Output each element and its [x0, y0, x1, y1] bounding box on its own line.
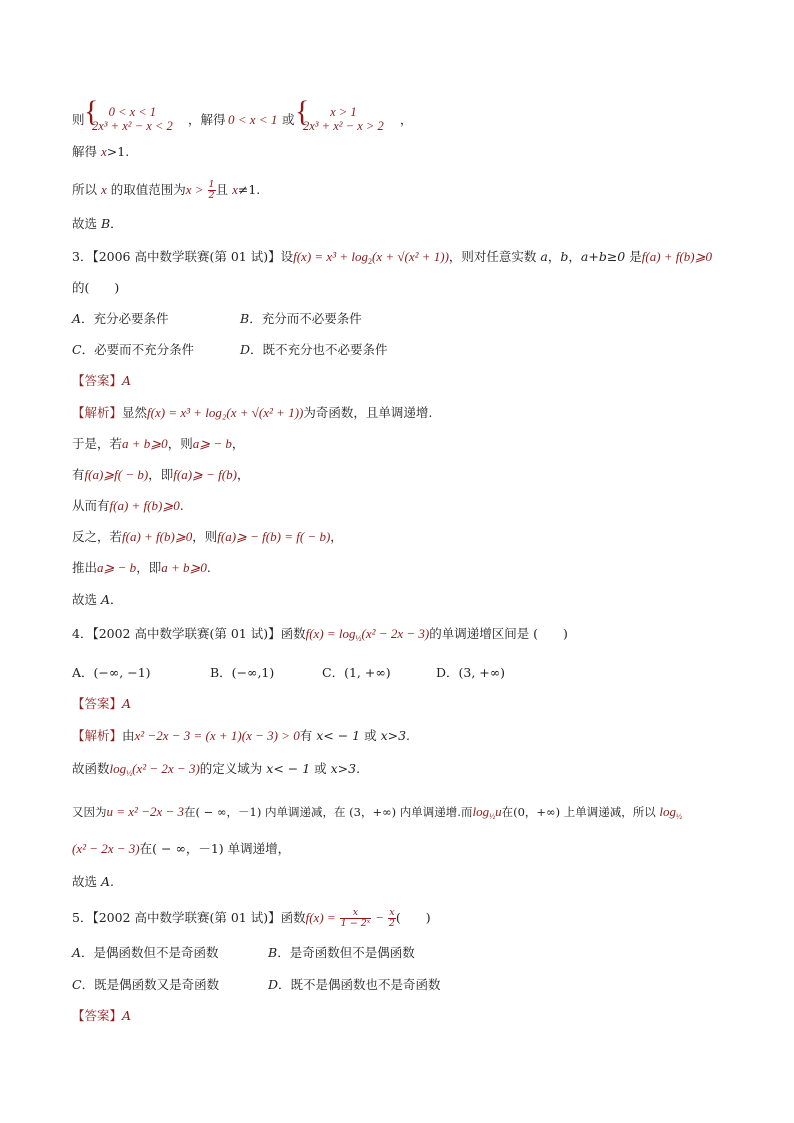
math-sub: ½ [676, 812, 683, 821]
text: 有 [299, 728, 317, 743]
math: log [659, 804, 677, 819]
analysis-line [72, 466, 249, 484]
math: log [109, 761, 127, 776]
text: 且 [215, 182, 233, 197]
option-row [72, 310, 362, 328]
text: 由 [122, 728, 135, 743]
text: 故选 [72, 216, 101, 231]
math: (x² − 2x − 3) [132, 761, 200, 776]
system-1-bottom: 2x³ + x² − x < 2 [92, 119, 173, 133]
answer-value: A [122, 696, 132, 711]
text: ， [547, 249, 561, 264]
text: 5．【2002 高中数学联赛(第 01 试)】函数 [72, 910, 306, 925]
text: 解得 [72, 144, 101, 159]
math: a + b⩾0 [161, 560, 207, 575]
math: 0 < x < 1 [228, 112, 278, 127]
analysis-line [72, 435, 244, 453]
text: ， [236, 467, 250, 482]
math: x² −2x − 3 = (x + 1)(x − 3) > 0 [134, 728, 300, 743]
option-row [72, 341, 388, 359]
option-d-wrap [268, 976, 441, 994]
option-b: ．充分而不必要条件 [249, 311, 362, 326]
math: a⩾ − b [192, 436, 232, 451]
text: ． [110, 216, 123, 231]
system-2-top: x > 1 [330, 105, 357, 119]
brace: { [295, 95, 310, 128]
var: x< − 1 [316, 728, 361, 743]
text: 又因为 [72, 805, 107, 819]
math: a⩾ − b [97, 560, 137, 575]
math: f(a)⩾f( − b) [84, 467, 149, 482]
analysis-line [72, 559, 211, 577]
numerator: 1 [208, 179, 215, 190]
analysis-line [72, 803, 682, 826]
math: f(x) = x³ + log₂(x + √(x² + 1)) [147, 405, 304, 420]
system-1 [92, 105, 173, 133]
analysis-line [72, 528, 343, 546]
answer-value: A [122, 1008, 132, 1023]
paragraph [72, 143, 129, 161]
option-letter: D [240, 342, 251, 357]
math: f(a) + f(b)⩾0 [109, 498, 180, 513]
text: ． [110, 592, 123, 607]
text: ，解得 [188, 112, 226, 127]
answer-value: A [122, 373, 132, 388]
analysis-label: 【解析】 [72, 728, 123, 743]
option-d: ．既不充分也不必要条件 [250, 342, 388, 357]
question-5-header [72, 908, 431, 929]
option-letter: A [72, 311, 82, 326]
answer-label: 【答案】 [72, 1008, 123, 1023]
option-b-wrap [240, 310, 362, 328]
math: u = x² −2x − 3 [106, 804, 185, 819]
math: (x² − 2x − 3) [361, 626, 430, 641]
paragraph [72, 180, 260, 201]
math: − [375, 910, 384, 925]
option-letter: C [72, 342, 82, 357]
answer-label: 【答案】 [72, 696, 123, 711]
analysis-line [72, 591, 123, 609]
question-3-header-cont: 的( ) [72, 280, 120, 295]
text: 反之，若 [72, 529, 123, 544]
analysis-line [72, 404, 432, 422]
option-d: D．(3, +∞) [436, 665, 506, 680]
answer-row [72, 1007, 131, 1025]
text: 在( − ∞，－1) 单调递增， [139, 841, 291, 856]
analysis-line [72, 840, 290, 858]
text: 是 [625, 249, 642, 264]
question-4-header [72, 625, 568, 648]
fraction [340, 908, 371, 929]
text: 从而有 [72, 498, 110, 513]
math-sub: ½ [126, 769, 133, 778]
analysis-line [72, 497, 184, 515]
math: x [100, 182, 107, 197]
system-1-top: 0 < x < 1 [108, 105, 157, 119]
math: a + b⩾0 [122, 436, 168, 451]
analysis-label: 【解析】 [72, 405, 123, 420]
option-letter: B [100, 216, 111, 231]
option-b-wrap [268, 944, 415, 962]
math: log [472, 804, 490, 819]
option-b: B．(−∞,1) [210, 665, 275, 680]
math: x [232, 182, 238, 197]
var: x< − 1 [266, 761, 311, 776]
math: f(x) = log [305, 626, 356, 641]
math-sub: 2 [367, 257, 372, 266]
denominator: 2 [208, 190, 215, 201]
option-letter: A [100, 592, 111, 607]
text: 或 [282, 112, 295, 127]
text: 的定义域为 [199, 761, 267, 776]
var: x>3. [330, 761, 361, 776]
numerator: x [340, 908, 371, 919]
text: 于是，若 [72, 436, 123, 451]
text: 在(0，+∞) 上单调递减，所以 [501, 805, 660, 819]
text: ，即 [136, 560, 162, 575]
math-sub: ½ [355, 634, 362, 643]
text: ，则 [167, 436, 193, 451]
math: f(a)⩾ − f(b) = f( − b) [217, 529, 331, 544]
text: 所以 [72, 182, 101, 197]
math: (x + √(x² + 1)) [371, 249, 449, 264]
option-letter: A [72, 945, 82, 960]
text: ， [330, 529, 343, 544]
option-c: ．必要而不充分条件 [81, 342, 195, 357]
text: 显然 [122, 405, 148, 420]
option-letter: B [268, 945, 278, 960]
answer-label: 【答案】 [72, 373, 123, 388]
math: x [100, 144, 107, 159]
text: 则 [72, 112, 85, 127]
text: ≠1. [237, 182, 261, 197]
var: a+b≥0 [580, 249, 626, 264]
math: f(a) + f(b)⩾0 [122, 529, 193, 544]
option-letter: B [240, 311, 250, 326]
option-c: C．(1, +∞) [322, 665, 391, 680]
text: 或 [360, 728, 381, 743]
math: f(x) = [305, 910, 336, 925]
text: . [206, 560, 211, 575]
text: ，则 [192, 529, 218, 544]
analysis-line [72, 873, 114, 891]
system-2 [303, 105, 384, 133]
option-a: A．(−∞, −1) [72, 665, 151, 680]
option-row [72, 976, 441, 994]
option-row [72, 944, 415, 962]
text: ，则对任意实数 [448, 249, 541, 264]
fraction [208, 180, 216, 201]
option-a: ．充分必要条件 [81, 311, 169, 326]
math: f(x) = x³ + log [293, 249, 368, 264]
answer-row [72, 695, 131, 713]
text: 为奇函数，且单调递增. [303, 405, 433, 420]
text: 故选 [72, 592, 101, 607]
analysis-line [72, 727, 410, 745]
system-2-bottom: 2x³ + x² − x > 2 [303, 119, 384, 133]
math: u [495, 804, 502, 819]
brace: { [84, 95, 99, 128]
paragraph [72, 215, 123, 233]
answer-row [72, 372, 131, 390]
var: b [560, 249, 569, 264]
text: 的取值范围为 [106, 182, 186, 197]
math-sub: ½ [489, 812, 496, 821]
text: 故函数 [72, 761, 110, 776]
text: ， [400, 112, 413, 127]
option-d-wrap [240, 341, 388, 359]
text: 有 [72, 467, 85, 482]
text: ，即 [148, 467, 174, 482]
var: x>3. [380, 728, 411, 743]
option-row [72, 664, 506, 682]
fraction [388, 908, 396, 929]
text: 在( − ∞，－1) 内单调递减，在 (3，+∞) 内单调递增.而 [184, 805, 473, 819]
option-c: ．既是偶函数又是奇函数 [81, 977, 220, 992]
text: 4．【2002 高中数学联赛(第 01 试)】函数 [72, 626, 306, 641]
option-letter: A [100, 874, 111, 889]
text: 推出 [72, 560, 98, 575]
var: a [540, 249, 548, 264]
text: 故选 [72, 874, 101, 889]
text: ( ) [395, 910, 431, 925]
question-3-header [72, 248, 712, 271]
numerator: x [389, 907, 395, 918]
option-a: ．是偶函数但不是奇函数 [81, 945, 219, 960]
math: f(a) + f(b)⩾0 [641, 249, 712, 264]
text: 的单调递增区间是 ( ) [429, 626, 568, 641]
math: x > [185, 182, 204, 197]
text: >1. [106, 144, 130, 159]
text: 3．【2006 高中数学联赛(第 01 试)】设 [72, 249, 294, 264]
text: 或 [310, 761, 331, 776]
text: ， [231, 436, 245, 451]
option-letter: D [268, 977, 279, 992]
denominator: 2 [388, 918, 395, 929]
text: . [179, 498, 184, 513]
analysis-line [72, 760, 360, 783]
option-letter: C [72, 977, 82, 992]
denominator: 1 − 2ˣ [340, 918, 371, 929]
math: (x² − 2x − 3) [72, 841, 140, 856]
text: ， [568, 249, 581, 264]
math: f(a)⩾ − f(b) [173, 467, 237, 482]
option-b: ．是奇函数但不是偶函数 [277, 945, 415, 960]
text: . [110, 874, 114, 889]
option-d: ．既不是偶函数也不是奇函数 [278, 977, 441, 992]
